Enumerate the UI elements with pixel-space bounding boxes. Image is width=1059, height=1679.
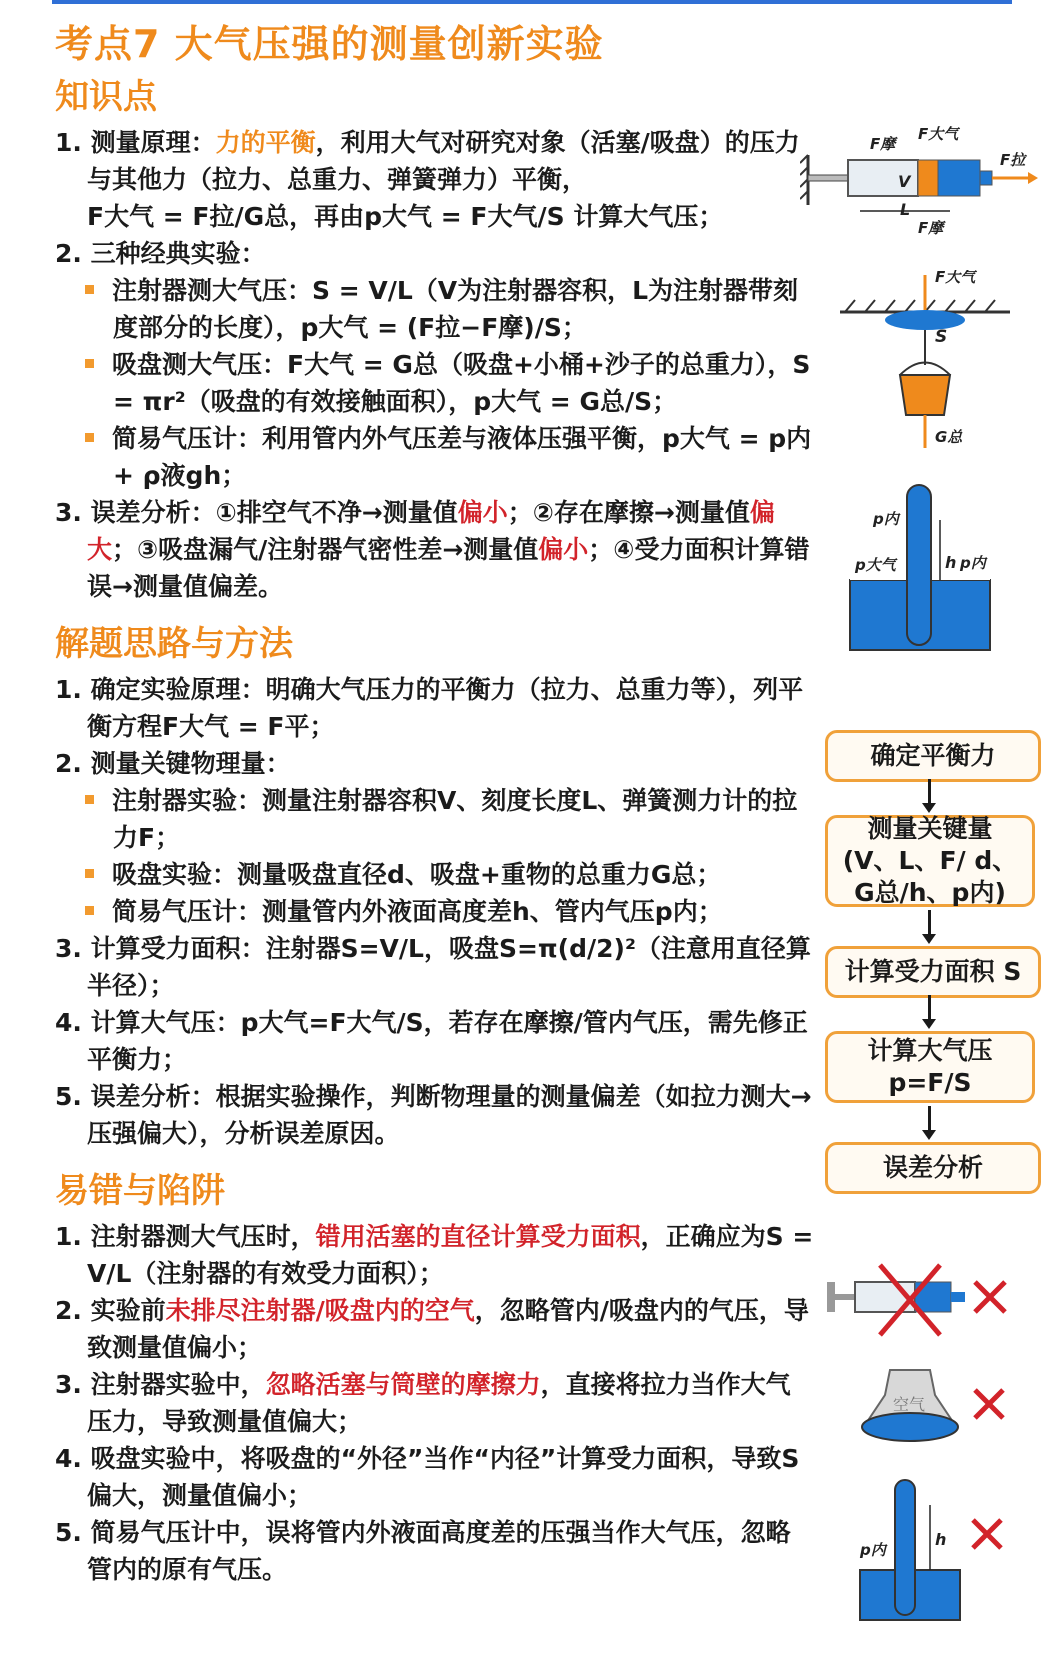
traps-body [55, 1218, 815, 1588]
syringe-label-fla: F拉 [1000, 151, 1026, 169]
bullet-sucker: 吸盘测大气压：F大气 = G总（吸盘+小桶+沙子的总重力），S = πr²（吸盘的有效接触面积），p大气 = G总/S； [55, 346, 815, 420]
trap-barometer-diagram [855, 1475, 1025, 1625]
flow-step-3: 计算受力面积 S [825, 946, 1041, 998]
method-step-1: 1. 确定实验原理：明确大气压力的平衡力（拉力、总重力等），列平衡方程F大气 = F平； [55, 675, 804, 741]
section-traps: 易错与陷阱 [55, 1171, 225, 1211]
barometer-diagram [845, 480, 1015, 660]
flow-arrow-4 [928, 1106, 931, 1132]
formula-principle: F大气 = F拉/G总，再由p大气 = F大气/S 计算大气压； [87, 202, 724, 231]
knowledge-point-3: 3. 误差分析：①排空气不净→测量值偏小；②存在摩擦→测量值偏大；③吸盘漏气/注射器气密性差→测量值偏小；④受力面积计算错误→测量值偏差。 [55, 498, 810, 601]
sucker-label-gzong: G总 [935, 428, 963, 446]
barometer-label-h: h [945, 553, 957, 572]
syringe-label-v: V [898, 172, 911, 191]
method-step-5: 5. 误差分析：根据实验操作，判断物理量的测量偏差（如拉力测大→压强偏大），分析误差原因。 [55, 1082, 812, 1148]
sucker-label-fdaqi: F大气 [935, 270, 976, 286]
syringe-label-fmo-top: F摩 [870, 135, 896, 153]
section-method: 解题思路与方法 [55, 624, 293, 664]
sucker-diagram [840, 270, 1020, 460]
trap-2: 2. 实验前未排尽注射器/吸盘内的空气，忽略管内/吸盘内的气压，导致测量值偏小； [55, 1296, 809, 1362]
syringe-diagram [800, 125, 1040, 245]
method-step-4: 4. 计算大气压：p大气=F大气/S，若存在摩擦/管内气压，需先修正平衡力； [55, 1008, 808, 1074]
bullet-barometer: 简易气压计：利用管内外气压差与液体压强平衡，p大气 = p内 + ρ液gh； [55, 420, 815, 494]
top-rule [52, 0, 1012, 4]
flow-step-5: 误差分析 [825, 1142, 1041, 1194]
page [55, 14, 1045, 1588]
trap-sucker-diagram [855, 1365, 1015, 1465]
flow-step-1: 确定平衡力 [825, 730, 1041, 782]
trap-3: 3. 注射器实验中，忽略活塞与筒壁的摩擦力，直接将拉力当作大气压力，导致测量值偏大； [55, 1370, 791, 1436]
trap-barometer-label-pnei: p内 [860, 1541, 886, 1559]
flow-arrow-2 [928, 910, 931, 936]
barometer-label-pnei: p内 [960, 554, 986, 572]
syringe-label-fdaqi: F大气 [918, 125, 959, 143]
trap-sucker-label-kong: 空气 [893, 1395, 926, 1414]
syringe-label-fmo-bottom: F摩 [918, 219, 944, 237]
method-syringe: 注射器实验：测量注射器容积V、刻度长度L、弹簧测力计的拉力F； [55, 782, 815, 856]
method-barometer: 简易气压计：测量管内外液面高度差h、管内气压p内； [55, 893, 815, 930]
trap-syringe-diagram [825, 1260, 1015, 1340]
barometer-label-pnei-top: p内 [873, 510, 899, 528]
method-body [55, 671, 815, 1152]
syringe-label-l: L [900, 200, 911, 219]
knowledge-point-2: 2. 三种经典实验： [55, 239, 266, 268]
trap-1: 1. 注射器测大气压时，错用活塞的直径计算受力面积，正确应为S = V/L（注射器的有效受力面积）； [55, 1222, 814, 1288]
knowledge-body [55, 124, 815, 605]
trap-5: 5. 简易气压计中，误将管内外液面高度差的压强当作大气压，忽略管内的原有气压。 [55, 1518, 791, 1584]
method-step-3: 3. 计算受力面积：注射器S=V/L，吸盘S=π(d/2)²（注意用直径算半径）； [55, 934, 811, 1000]
trap-4: 4. 吸盘实验中，将吸盘的“外径”当作“内径”计算受力面积，导致S偏大，测量值偏小； [55, 1444, 800, 1510]
page-title: 考点7 大气压强的测量创新实验 [55, 22, 604, 66]
sucker-label-s: S [935, 327, 948, 347]
bullet-syringe: 注射器测大气压：S = V/L（V为注射器容积，L为注射器带刻度部分的长度），p大气 = (F拉−F摩)/S； [55, 272, 815, 346]
section-knowledge: 知识点 [55, 77, 157, 117]
method-sucker: 吸盘实验：测量吸盘直径d、吸盘+重物的总重力G总； [55, 856, 815, 893]
barometer-label-pdaqi: p大气 [855, 556, 896, 574]
flow-step-4: 计算大气压 p=F/S [825, 1031, 1035, 1103]
trap-barometer-label-h: h [935, 1530, 947, 1549]
highlight-balance: 力的平衡 [215, 128, 316, 157]
knowledge-point-1: 1. 测量原理：力的平衡，利用大气对研究对象（活塞/吸盘）的压力与其他力（拉力、总重力、弹簧弹力）平衡， F大气 = F拉/G总，再由p大气 = F大气/S 计算大气压； [55, 128, 800, 231]
flow-step-2: 测量关键量 (V、L、F/ d、G总/h、p内) [825, 815, 1035, 907]
flow-arrow-3 [928, 995, 931, 1021]
method-step-2: 2. 测量关键物理量： [55, 749, 291, 778]
flow-arrow-1 [928, 779, 931, 805]
